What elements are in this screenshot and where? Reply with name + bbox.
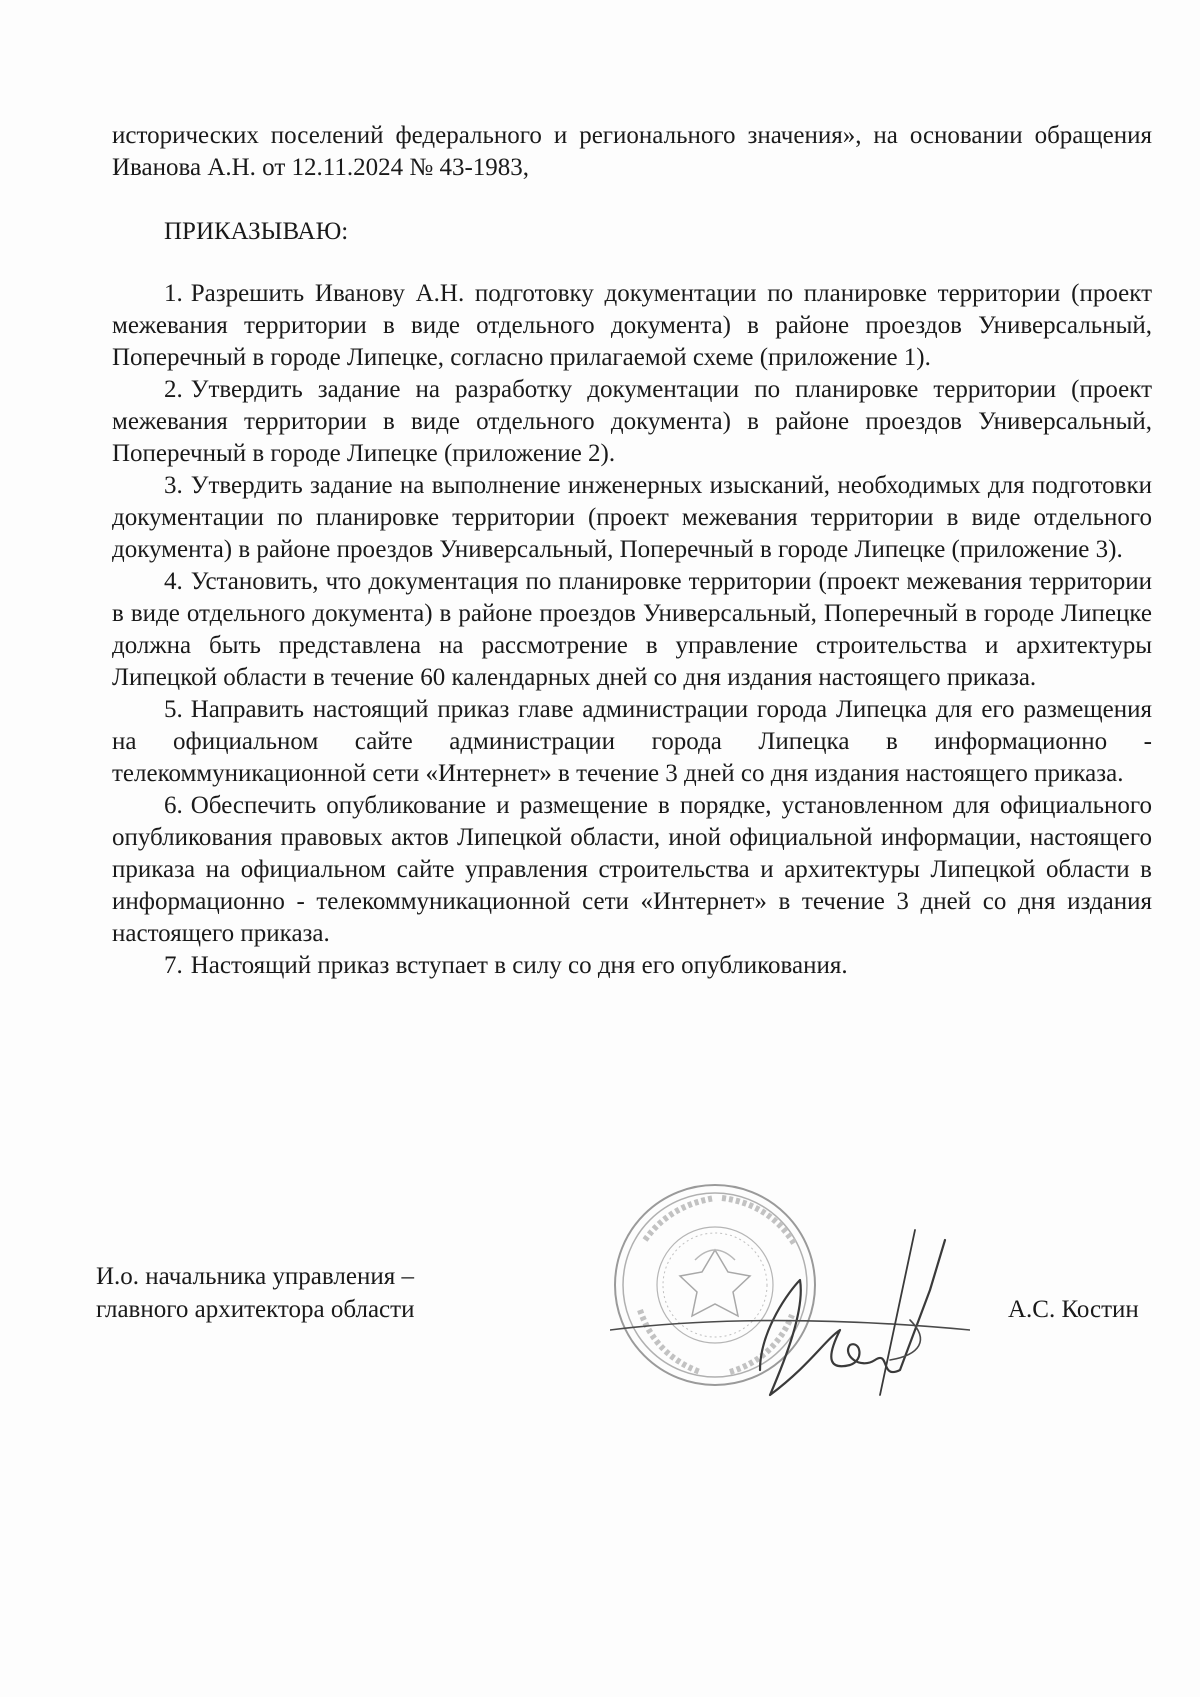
position-line-1: И.о. начальника управления – xyxy=(96,1263,414,1290)
item-text: Настоящий приказ вступает в силу со дня его опубликования. xyxy=(190,952,848,979)
item-number: 2. xyxy=(164,376,183,403)
order-item-3 xyxy=(112,470,1152,566)
item-number: 1. xyxy=(164,280,183,307)
signatory-position xyxy=(96,1260,414,1326)
order-heading: ПРИКАЗЫВАЮ: xyxy=(164,218,349,245)
item-text: Направить настоящий приказ главе администрации города Липецка для его размещения на официальном сайте администрации города Липецка в информационно - телекоммуникационной сети «Интернет» в течение 3 дней со дня издания настоящего приказа. xyxy=(112,696,1152,787)
order-items-list xyxy=(112,278,1152,982)
handwritten-signature xyxy=(610,1220,970,1420)
item-text: Разрешить Иванову А.Н. подготовку документации по планировке территории (проект межевания территории в виде отдельного документа) в районе проездов Универсальный, Поперечный в городе Липецке, согласно прилагаемой схеме (приложение 1). xyxy=(112,280,1152,371)
item-text: Утвердить задание на выполнение инженерных изысканий, необходимых для подготовки документации по планировке территории (проект межевания территории в виде отдельного документа) в районе проездов Универсальный, Поперечный в городе Липецке (приложение 3). xyxy=(112,472,1152,563)
signatory-name: А.С. Костин xyxy=(1008,1296,1139,1323)
item-text: Утвердить задание на разработку документации по планировке территории (проект межевания территории в виде отдельного документа) в районе проездов Универсальный, Поперечный в городе Липецке (приложение 2). xyxy=(112,376,1152,467)
position-line-2: главного архитектора области xyxy=(96,1296,415,1323)
order-item-7 xyxy=(112,950,1152,982)
order-item-4 xyxy=(112,566,1152,694)
signature-block xyxy=(0,1180,1200,1440)
intro-paragraph: исторических поселений федерального и регионального значения», на основании обращения Иванова А.Н. от 12.11.2024 № 43-1983, xyxy=(112,122,1152,181)
item-number: 7. xyxy=(164,952,183,979)
item-number: 6. xyxy=(164,792,183,819)
item-number: 4. xyxy=(164,568,183,595)
order-item-1 xyxy=(112,278,1152,374)
item-text: Установить, что документация по планировке территории (проект межевания территории в виде отдельного документа) в районе проездов Универсальный, Поперечный в городе Липецке должна быть представлена на рассмотрение в управление строительства и архитектуры Липецкой области в течение 60 календарных дней со дня издания настоящего приказа. xyxy=(112,568,1152,691)
item-text: Обеспечить опубликование и размещение в порядке, установленном для официального опубликования правовых актов Липецкой области, иной официальной информации, настоящего приказа на официальном сайте управления строительства и архитектуры Липецкой области в информационно - телекоммуникационной сети «Интернет» в течение 3 дней со дня издания настоящего приказа. xyxy=(112,792,1152,947)
order-item-6 xyxy=(112,790,1152,950)
item-number: 3. xyxy=(164,472,183,499)
order-item-5 xyxy=(112,694,1152,790)
item-number: 5. xyxy=(164,696,183,723)
order-item-2 xyxy=(112,374,1152,470)
